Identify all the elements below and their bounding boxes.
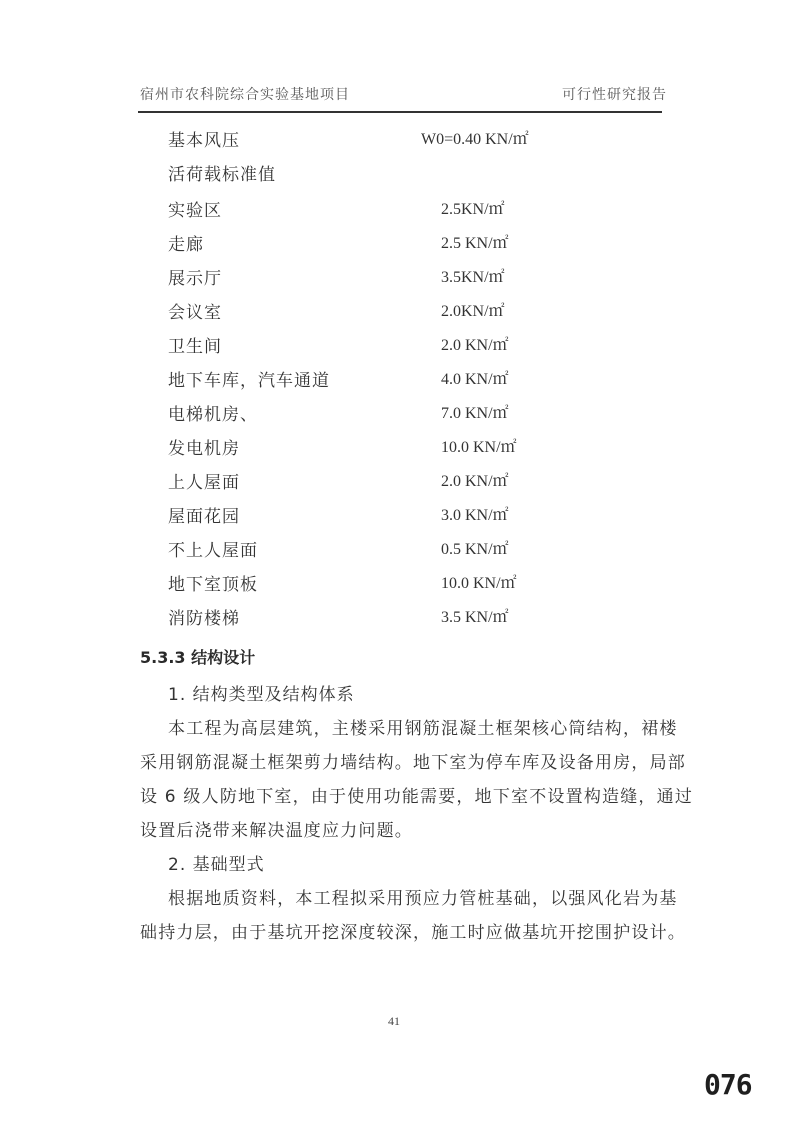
load-row [0,264,793,294]
paragraph-line: 设 6 级人防地下室，由于使用功能需要，地下室不设置构造缝，通过 [140,787,694,807]
load-value: 2.0KN/㎡ [441,303,505,320]
load-row [0,366,793,396]
load-value: 0.5 KN/㎡ [441,541,509,558]
load-value: 3.5 KN/㎡ [441,609,509,626]
load-value: 7.0 KN/㎡ [441,405,509,422]
header-divider [138,111,662,113]
load-row [0,536,793,566]
paragraph-line: 根据地质资料，本工程拟采用预应力管桩基础，以强风化岩为基 [168,889,678,909]
load-row [0,434,793,464]
load-name: 电梯机房、 [168,405,258,425]
load-value: 3.5KN/㎡ [441,269,505,286]
load-name: 地下室顶板 [168,575,258,595]
load-row [0,196,793,226]
archive-stamp-number: 076 [704,1068,752,1101]
paragraph-line: 设置后浇带来解决温度应力问题。 [140,821,413,841]
paragraph-line: 础持力层，由于基坑开挖深度较深，施工时应做基坑开挖围护设计。 [140,923,686,943]
load-name: 会议室 [168,303,222,323]
load-value: 10.0 KN/㎡ [441,439,517,456]
header-project-title: 宿州市农科院综合实验基地项目 [140,87,350,103]
header-report-type: 可行性研究报告 [562,87,667,103]
load-row [0,502,793,532]
load-value: 2.5KN/㎡ [441,201,505,218]
load-value: 2.5 KN/㎡ [441,235,509,252]
load-name: 不上人屋面 [168,541,258,561]
load-name: 展示厅 [168,269,222,289]
load-row [0,230,793,260]
section-heading: 5.3.3 结构设计 [140,648,256,667]
subsection-foundation-type: 2. 基础型式 [168,855,265,875]
load-row [0,400,793,430]
wind-pressure-value: W0=0.40 KN/㎡ [421,131,529,148]
load-name: 地下车库，汽车通道 [168,371,330,391]
load-row [0,468,793,498]
load-row [0,570,793,600]
load-name: 上人屋面 [168,473,240,493]
load-name: 走廊 [168,235,204,255]
load-value: 2.0 KN/㎡ [441,337,509,354]
subsection-structure-type: 1. 结构类型及结构体系 [168,685,355,705]
load-value: 3.0 KN/㎡ [441,507,509,524]
live-load-title-row [0,160,793,190]
load-name: 实验区 [168,201,222,221]
load-value: 2.0 KN/㎡ [441,473,509,490]
load-row [0,604,793,634]
load-name: 屋面花园 [168,507,240,527]
live-load-title: 活荷载标准值 [168,165,276,185]
load-name: 发电机房 [168,439,240,459]
load-row [0,332,793,362]
wind-pressure-label: 基本风压 [168,131,240,151]
load-value: 4.0 KN/㎡ [441,371,509,388]
wind-pressure-row [0,126,793,156]
load-name: 消防楼梯 [168,609,240,629]
paragraph-line: 本工程为高层建筑，主楼采用钢筋混凝土框架核心筒结构，裙楼 [168,719,678,739]
load-value: 10.0 KN/㎡ [441,575,517,592]
load-row [0,298,793,328]
paragraph-line: 采用钢筋混凝土框架剪力墙结构。地下室为停车库及设备用房，局部 [140,753,686,773]
load-name: 卫生间 [168,337,222,357]
page-number: 41 [388,1014,400,1028]
